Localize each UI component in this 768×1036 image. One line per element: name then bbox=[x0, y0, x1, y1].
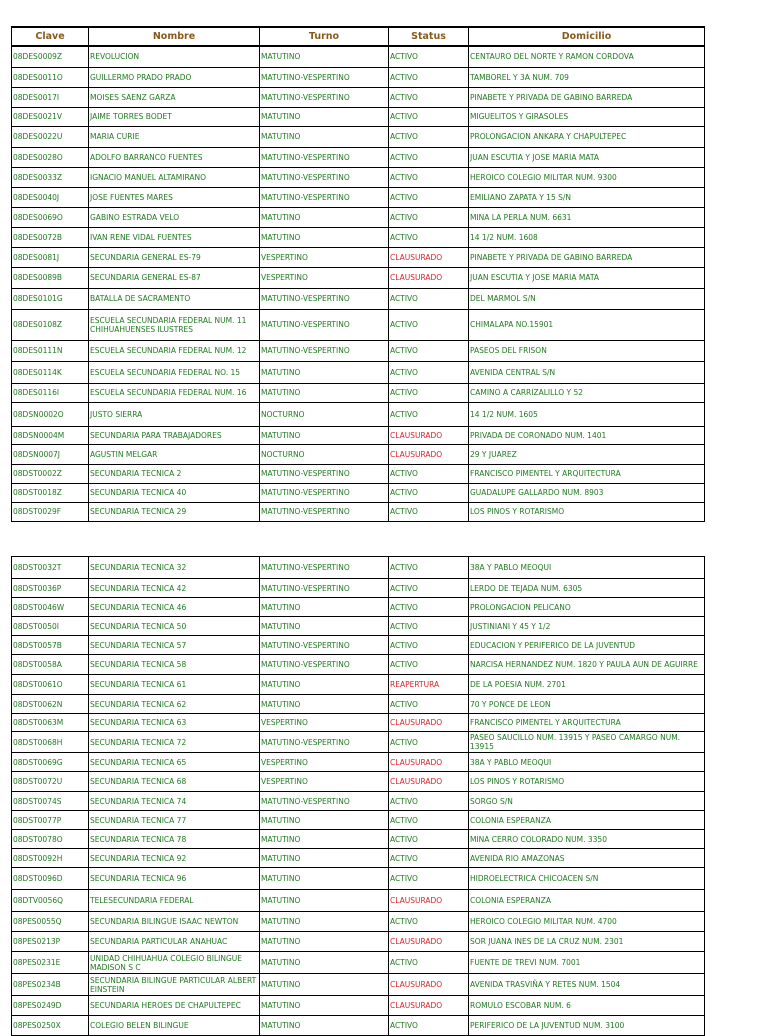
domicilio-cell: 70 Y PONCE DE LEON bbox=[469, 695, 705, 714]
status-cell: CLAUSURADO bbox=[389, 932, 469, 952]
clave-cell: 08DES0101G bbox=[12, 288, 89, 309]
turno-cell: NOCTURNO bbox=[260, 402, 389, 426]
status-cell: ACTIVO bbox=[389, 617, 469, 636]
header-status: Status bbox=[389, 27, 469, 46]
table-row bbox=[12, 868, 705, 890]
clave-cell: 08DTV0056Q bbox=[12, 890, 89, 912]
status-cell: CLAUSURADO bbox=[389, 974, 469, 996]
domicilio-cell: FUENTE DE TREVI NUM. 7001 bbox=[469, 952, 705, 974]
status-cell: CLAUSURADO bbox=[389, 996, 469, 1016]
table-row bbox=[12, 361, 705, 383]
clave-cell: 08DES0021V bbox=[12, 107, 89, 126]
clave-cell: 08DST0078O bbox=[12, 830, 89, 849]
clave-cell: 08DES0089B bbox=[12, 267, 89, 288]
status-cell: CLAUSURADO bbox=[389, 267, 469, 288]
nombre-cell: ESCUELA SECUNDARIA FEDERAL NO. 15 bbox=[89, 361, 260, 383]
clave-cell: 08DST0072U bbox=[12, 772, 89, 792]
turno-cell: MATUTINO-VESPERTINO bbox=[260, 167, 389, 187]
turno-cell: MATUTINO-VESPERTINO bbox=[260, 87, 389, 107]
nombre-cell: SECUNDARIA TECNICA 77 bbox=[89, 811, 260, 830]
table-row bbox=[12, 675, 705, 695]
table-row bbox=[12, 849, 705, 868]
domicilio-cell: MINA CERRO COLORADO NUM. 3350 bbox=[469, 830, 705, 849]
turno-cell: MATUTINO-VESPERTINO bbox=[260, 557, 389, 579]
status-cell: ACTIVO bbox=[389, 598, 469, 617]
status-cell: ACTIVO bbox=[389, 483, 469, 502]
table-row bbox=[12, 830, 705, 849]
turno-cell: MATUTINO-VESPERTINO bbox=[260, 147, 389, 167]
domicilio-cell: MINA LA PERLA NUM. 6631 bbox=[469, 207, 705, 227]
table-row bbox=[12, 732, 705, 753]
turno-cell: MATUTINO bbox=[260, 1016, 389, 1036]
domicilio-cell: PRIVADA DE CORONADO NUM. 1401 bbox=[469, 426, 705, 444]
nombre-cell: GUILLERMO PRADO PRADO bbox=[89, 67, 260, 87]
status-cell: ACTIVO bbox=[389, 579, 469, 598]
clave-cell: 08DST0002Z bbox=[12, 464, 89, 483]
domicilio-cell: AVENIDA CENTRAL S/N bbox=[469, 361, 705, 383]
turno-cell: MATUTINO-VESPERTINO bbox=[260, 483, 389, 502]
table-row bbox=[12, 598, 705, 617]
domicilio-cell: HEROICO COLEGIO MILITAR NUM. 9300 bbox=[469, 167, 705, 187]
domicilio-cell: JUAN ESCUTIA Y JOSE MARIA MATA bbox=[469, 267, 705, 288]
status-cell: ACTIVO bbox=[389, 952, 469, 974]
nombre-cell: SECUNDARIA TECNICA 65 bbox=[89, 753, 260, 772]
domicilio-cell: ROMULO ESCOBAR NUM. 6 bbox=[469, 996, 705, 1016]
schools-table-2 bbox=[11, 556, 705, 1036]
table-row bbox=[12, 383, 705, 402]
clave-cell: 08DES0108Z bbox=[12, 309, 89, 340]
status-cell: ACTIVO bbox=[389, 340, 469, 361]
turno-cell: VESPERTINO bbox=[260, 772, 389, 792]
domicilio-cell: CHIMALAPA NO.15901 bbox=[469, 309, 705, 340]
clave-cell: 08DST0074S bbox=[12, 792, 89, 811]
table-row bbox=[12, 402, 705, 426]
status-cell: ACTIVO bbox=[389, 227, 469, 247]
nombre-cell: SECUNDARIA GENERAL ES-87 bbox=[89, 267, 260, 288]
nombre-cell: ESCUELA SECUNDARIA FEDERAL NUM. 12 bbox=[89, 340, 260, 361]
status-cell: ACTIVO bbox=[389, 557, 469, 579]
status-cell: ACTIVO bbox=[389, 636, 469, 655]
domicilio-cell: JUAN ESCUTIA Y JOSE MARIA MATA bbox=[469, 147, 705, 167]
turno-cell: MATUTINO-VESPERTINO bbox=[260, 187, 389, 207]
nombre-cell: MOISES SAENZ GARZA bbox=[89, 87, 260, 107]
table-row bbox=[12, 309, 705, 340]
table-row bbox=[12, 932, 705, 952]
domicilio-cell: FRANCISCO PIMENTEL Y ARQUITECTURA bbox=[469, 714, 705, 732]
clave-cell: 08DST0018Z bbox=[12, 483, 89, 502]
table-row bbox=[12, 107, 705, 126]
turno-cell: MATUTINO bbox=[260, 952, 389, 974]
status-cell: ACTIVO bbox=[389, 107, 469, 126]
turno-cell: MATUTINO-VESPERTINO bbox=[260, 502, 389, 521]
status-cell: ACTIVO bbox=[389, 402, 469, 426]
clave-cell: 08DST0096D bbox=[12, 868, 89, 890]
turno-cell: MATUTINO bbox=[260, 912, 389, 932]
table-row bbox=[12, 483, 705, 502]
domicilio-cell: SORGO S/N bbox=[469, 792, 705, 811]
status-cell: CLAUSURADO bbox=[389, 753, 469, 772]
status-cell: REAPERTURA bbox=[389, 675, 469, 695]
turno-cell: MATUTINO bbox=[260, 46, 389, 67]
domicilio-cell: PERIFERICO DE LA JUVENTUD NUM. 3100 bbox=[469, 1016, 705, 1036]
domicilio-cell: PROLONGACION ANKARA Y CHAPULTEPEC bbox=[469, 126, 705, 147]
nombre-cell: COLEGIO BELEN BILINGUE bbox=[89, 1016, 260, 1036]
turno-cell: MATUTINO-VESPERTINO bbox=[260, 288, 389, 309]
status-cell: ACTIVO bbox=[389, 732, 469, 753]
nombre-cell: IVAN RENE VIDAL FUENTES bbox=[89, 227, 260, 247]
status-cell: ACTIVO bbox=[389, 207, 469, 227]
status-cell: ACTIVO bbox=[389, 868, 469, 890]
clave-cell: 08PES0250X bbox=[12, 1016, 89, 1036]
nombre-cell: UNIDAD CHIHUAHUA COLEGIO BILINGUE MADISON S C bbox=[89, 952, 260, 974]
domicilio-cell: LOS PINOS Y ROTARISMO bbox=[469, 502, 705, 521]
nombre-cell: REVOLUCION bbox=[89, 46, 260, 67]
table-row bbox=[12, 912, 705, 932]
turno-cell: MATUTINO bbox=[260, 849, 389, 868]
clave-cell: 08DES0069O bbox=[12, 207, 89, 227]
turno-cell: MATUTINO bbox=[260, 932, 389, 952]
turno-cell: MATUTINO-VESPERTINO bbox=[260, 792, 389, 811]
nombre-cell: SECUNDARIA TECNICA 74 bbox=[89, 792, 260, 811]
clave-cell: 08DES0033Z bbox=[12, 167, 89, 187]
status-cell: ACTIVO bbox=[389, 464, 469, 483]
nombre-cell: SECUNDARIA TECNICA 32 bbox=[89, 557, 260, 579]
table-row bbox=[12, 772, 705, 792]
clave-cell: 08DST0036P bbox=[12, 579, 89, 598]
nombre-cell: SECUNDARIA BILINGUE ISAAC NEWTON bbox=[89, 912, 260, 932]
table-row bbox=[12, 890, 705, 912]
turno-cell: MATUTINO bbox=[260, 868, 389, 890]
clave-cell: 08DES0116I bbox=[12, 383, 89, 402]
domicilio-cell: 29 Y JUAREZ bbox=[469, 444, 705, 464]
table-row bbox=[12, 655, 705, 675]
clave-cell: 08DSN0002O bbox=[12, 402, 89, 426]
status-cell: ACTIVO bbox=[389, 288, 469, 309]
status-cell: CLAUSURADO bbox=[389, 890, 469, 912]
clave-cell: 08DES0111N bbox=[12, 340, 89, 361]
clave-cell: 08DSN0007J bbox=[12, 444, 89, 464]
status-cell: ACTIVO bbox=[389, 67, 469, 87]
table-row bbox=[12, 227, 705, 247]
table-row bbox=[12, 340, 705, 361]
table-row bbox=[12, 502, 705, 521]
turno-cell: MATUTINO bbox=[260, 227, 389, 247]
clave-cell: 08DST0032T bbox=[12, 557, 89, 579]
clave-cell: 08PES0055Q bbox=[12, 912, 89, 932]
nombre-cell: JAIME TORRES BODET bbox=[89, 107, 260, 126]
table-2-body bbox=[12, 557, 705, 1036]
clave-cell: 08DST0061O bbox=[12, 675, 89, 695]
nombre-cell: JOSE FUENTES MARES bbox=[89, 187, 260, 207]
turno-cell: MATUTINO bbox=[260, 126, 389, 147]
status-cell: ACTIVO bbox=[389, 655, 469, 675]
nombre-cell: SECUNDARIA PARA TRABAJADORES bbox=[89, 426, 260, 444]
nombre-cell: IGNACIO MANUEL ALTAMIRANO bbox=[89, 167, 260, 187]
domicilio-cell: FRANCISCO PIMENTEL Y ARQUITECTURA bbox=[469, 464, 705, 483]
nombre-cell: SECUNDARIA TECNICA 63 bbox=[89, 714, 260, 732]
turno-cell: MATUTINO bbox=[260, 974, 389, 996]
table-row bbox=[12, 557, 705, 579]
domicilio-cell: NARCISA HERNANDEZ NUM. 1820 Y PAULA AUN DE AGUIRRE bbox=[469, 655, 705, 675]
clave-cell: 08DES0017I bbox=[12, 87, 89, 107]
domicilio-cell: COLONIA ESPERANZA bbox=[469, 890, 705, 912]
clave-cell: 08PES0231E bbox=[12, 952, 89, 974]
domicilio-cell: CENTAURO DEL NORTE Y RAMON CORDOVA bbox=[469, 46, 705, 67]
nombre-cell: JUSTO SIERRA bbox=[89, 402, 260, 426]
status-cell: ACTIVO bbox=[389, 147, 469, 167]
domicilio-cell: 14 1/2 NUM. 1608 bbox=[469, 227, 705, 247]
nombre-cell: SECUNDARIA TECNICA 68 bbox=[89, 772, 260, 792]
nombre-cell: SECUNDARIA TECNICA 42 bbox=[89, 579, 260, 598]
domicilio-cell: 14 1/2 NUM. 1605 bbox=[469, 402, 705, 426]
domicilio-cell: PROLONGACION PELICANO bbox=[469, 598, 705, 617]
domicilio-cell: LOS PINOS Y ROTARISMO bbox=[469, 772, 705, 792]
status-cell: ACTIVO bbox=[389, 167, 469, 187]
table-row bbox=[12, 792, 705, 811]
table-row bbox=[12, 952, 705, 974]
turno-cell: MATUTINO-VESPERTINO bbox=[260, 732, 389, 753]
status-cell: CLAUSURADO bbox=[389, 714, 469, 732]
status-cell: CLAUSURADO bbox=[389, 247, 469, 267]
table-row bbox=[12, 126, 705, 147]
header-domicilio: Domicilio bbox=[469, 27, 705, 46]
clave-cell: 08DES0114K bbox=[12, 361, 89, 383]
nombre-cell: SECUNDARIA TECNICA 78 bbox=[89, 830, 260, 849]
nombre-cell: ESCUELA SECUNDARIA FEDERAL NUM. 16 bbox=[89, 383, 260, 402]
header-turno: Turno bbox=[260, 27, 389, 46]
clave-cell: 08DST0077P bbox=[12, 811, 89, 830]
turno-cell: MATUTINO-VESPERTINO bbox=[260, 340, 389, 361]
nombre-cell: SECUNDARIA TECNICA 2 bbox=[89, 464, 260, 483]
clave-cell: 08DES0072B bbox=[12, 227, 89, 247]
nombre-cell: TELESECUNDARIA FEDERAL bbox=[89, 890, 260, 912]
nombre-cell: SECUNDARIA TECNICA 72 bbox=[89, 732, 260, 753]
nombre-cell: SECUNDARIA TECNICA 46 bbox=[89, 598, 260, 617]
turno-cell: MATUTINO-VESPERTINO bbox=[260, 579, 389, 598]
clave-cell: 08DSN0004M bbox=[12, 426, 89, 444]
domicilio-cell: PASEOS DEL FRISON bbox=[469, 340, 705, 361]
domicilio-cell: 38A Y PABLO MEOQUI bbox=[469, 557, 705, 579]
domicilio-cell: PASEO SAUCILLO NUM. 13915 Y PASEO CAMARGO NUM. 13915 bbox=[469, 732, 705, 753]
table-row bbox=[12, 247, 705, 267]
table-row bbox=[12, 147, 705, 167]
nombre-cell: SECUNDARIA GENERAL ES-79 bbox=[89, 247, 260, 267]
table-row bbox=[12, 714, 705, 732]
table-row bbox=[12, 267, 705, 288]
status-cell: ACTIVO bbox=[389, 830, 469, 849]
nombre-cell: SECUNDARIA TECNICA 62 bbox=[89, 695, 260, 714]
nombre-cell: ESCUELA SECUNDARIA FEDERAL NUM. 11 CHIHUAHUENSES ILUSTRES bbox=[89, 309, 260, 340]
domicilio-cell: HIDROELECTRICA CHICOACEN S/N bbox=[469, 868, 705, 890]
table-row bbox=[12, 695, 705, 714]
nombre-cell: ADOLFO BARRANCO FUENTES bbox=[89, 147, 260, 167]
turno-cell: MATUTINO bbox=[260, 107, 389, 126]
table-row bbox=[12, 167, 705, 187]
table-row bbox=[12, 87, 705, 107]
clave-cell: 08DST0058A bbox=[12, 655, 89, 675]
turno-cell: MATUTINO-VESPERTINO bbox=[260, 655, 389, 675]
status-cell: ACTIVO bbox=[389, 792, 469, 811]
clave-cell: 08DST0068H bbox=[12, 732, 89, 753]
status-cell: CLAUSURADO bbox=[389, 444, 469, 464]
turno-cell: MATUTINO-VESPERTINO bbox=[260, 309, 389, 340]
table-row bbox=[12, 464, 705, 483]
clave-cell: 08DST0092H bbox=[12, 849, 89, 868]
turno-cell: VESPERTINO bbox=[260, 247, 389, 267]
table-row bbox=[12, 207, 705, 227]
turno-cell: MATUTINO bbox=[260, 811, 389, 830]
status-cell: ACTIVO bbox=[389, 502, 469, 521]
domicilio-cell: SOR JUANA INES DE LA CRUZ NUM. 2301 bbox=[469, 932, 705, 952]
table-row bbox=[12, 636, 705, 655]
nombre-cell: SECUNDARIA TECNICA 96 bbox=[89, 868, 260, 890]
nombre-cell: SECUNDARIA TECNICA 50 bbox=[89, 617, 260, 636]
domicilio-cell: AVENIDA TRASVIÑA Y RETES NUM. 1504 bbox=[469, 974, 705, 996]
status-cell: ACTIVO bbox=[389, 912, 469, 932]
nombre-cell: SECUNDARIA TECNICA 29 bbox=[89, 502, 260, 521]
domicilio-cell: PINABETE Y PRIVADA DE GABINO BARREDA bbox=[469, 247, 705, 267]
table-row bbox=[12, 1016, 705, 1036]
status-cell: ACTIVO bbox=[389, 849, 469, 868]
turno-cell: MATUTINO bbox=[260, 890, 389, 912]
clave-cell: 08DES0011O bbox=[12, 67, 89, 87]
turno-cell: MATUTINO bbox=[260, 361, 389, 383]
clave-cell: 08PES0249D bbox=[12, 996, 89, 1016]
table-row bbox=[12, 67, 705, 87]
clave-cell: 08DST0050I bbox=[12, 617, 89, 636]
clave-cell: 08DST0069G bbox=[12, 753, 89, 772]
turno-cell: MATUTINO bbox=[260, 675, 389, 695]
table-row bbox=[12, 444, 705, 464]
nombre-cell: SECUNDARIA TECNICA 61 bbox=[89, 675, 260, 695]
clave-cell: 08DES0009Z bbox=[12, 46, 89, 67]
clave-cell: 08DES0028O bbox=[12, 147, 89, 167]
turno-cell: VESPERTINO bbox=[260, 753, 389, 772]
domicilio-cell: JUSTINIANI Y 45 Y 1/2 bbox=[469, 617, 705, 636]
header-row bbox=[12, 27, 705, 46]
turno-cell: MATUTINO bbox=[260, 617, 389, 636]
table-row bbox=[12, 187, 705, 207]
status-cell: ACTIVO bbox=[389, 126, 469, 147]
domicilio-cell: LERDO DE TEJADA NUM. 6305 bbox=[469, 579, 705, 598]
table-row bbox=[12, 617, 705, 636]
table-row bbox=[12, 996, 705, 1016]
nombre-cell: SECUNDARIA TECNICA 58 bbox=[89, 655, 260, 675]
domicilio-cell: GUADALUPE GALLARDO NUM. 8903 bbox=[469, 483, 705, 502]
header-nombre: Nombre bbox=[89, 27, 260, 46]
turno-cell: VESPERTINO bbox=[260, 714, 389, 732]
clave-cell: 08DST0062N bbox=[12, 695, 89, 714]
clave-cell: 08DES0022U bbox=[12, 126, 89, 147]
clave-cell: 08DST0063M bbox=[12, 714, 89, 732]
table-row bbox=[12, 974, 705, 996]
clave-cell: 08DES0040J bbox=[12, 187, 89, 207]
status-cell: ACTIVO bbox=[389, 383, 469, 402]
schools-table-1 bbox=[11, 26, 705, 522]
turno-cell: MATUTINO-VESPERTINO bbox=[260, 464, 389, 483]
status-cell: ACTIVO bbox=[389, 187, 469, 207]
nombre-cell: SECUNDARIA TECNICA 57 bbox=[89, 636, 260, 655]
nombre-cell: SECUNDARIA TECNICA 92 bbox=[89, 849, 260, 868]
table-row bbox=[12, 579, 705, 598]
turno-cell: MATUTINO bbox=[260, 695, 389, 714]
domicilio-cell: PINABETE Y PRIVADA DE GABINO BARREDA bbox=[469, 87, 705, 107]
turno-cell: MATUTINO bbox=[260, 996, 389, 1016]
nombre-cell: AGUSTIN MELGAR bbox=[89, 444, 260, 464]
turno-cell: MATUTINO bbox=[260, 207, 389, 227]
status-cell: ACTIVO bbox=[389, 1016, 469, 1036]
table-row bbox=[12, 46, 705, 67]
table-row bbox=[12, 811, 705, 830]
turno-cell: MATUTINO bbox=[260, 426, 389, 444]
domicilio-cell: 38A Y PABLO MEOQUI bbox=[469, 753, 705, 772]
turno-cell: VESPERTINO bbox=[260, 267, 389, 288]
clave-cell: 08PES0213P bbox=[12, 932, 89, 952]
nombre-cell: SECUNDARIA HEROES DE CHAPULTEPEC bbox=[89, 996, 260, 1016]
nombre-cell: SECUNDARIA PARTICULAR ANAHUAC bbox=[89, 932, 260, 952]
clave-cell: 08DST0046W bbox=[12, 598, 89, 617]
status-cell: CLAUSURADO bbox=[389, 426, 469, 444]
domicilio-cell: CAMINO A CARRIZALILLO Y 52 bbox=[469, 383, 705, 402]
status-cell: ACTIVO bbox=[389, 811, 469, 830]
turno-cell: MATUTINO-VESPERTINO bbox=[260, 67, 389, 87]
clave-cell: 08DST0057B bbox=[12, 636, 89, 655]
turno-cell: MATUTINO bbox=[260, 383, 389, 402]
clave-cell: 08PES0234B bbox=[12, 974, 89, 996]
status-cell: ACTIVO bbox=[389, 309, 469, 340]
turno-cell: MATUTINO bbox=[260, 598, 389, 617]
clave-cell: 08DST0029F bbox=[12, 502, 89, 521]
domicilio-cell: MIGUELITOS Y GIRASOLES bbox=[469, 107, 705, 126]
domicilio-cell: COLONIA ESPERANZA bbox=[469, 811, 705, 830]
domicilio-cell: EDUCACION Y PERIFERICO DE LA JUVENTUD bbox=[469, 636, 705, 655]
turno-cell: NOCTURNO bbox=[260, 444, 389, 464]
clave-cell: 08DES0081J bbox=[12, 247, 89, 267]
nombre-cell: BATALLA DE SACRAMENTO bbox=[89, 288, 260, 309]
domicilio-cell: AVENIDA RIO AMAZONAS bbox=[469, 849, 705, 868]
nombre-cell: SECUNDARIA TECNICA 40 bbox=[89, 483, 260, 502]
status-cell: CLAUSURADO bbox=[389, 772, 469, 792]
nombre-cell: MARIA CURIE bbox=[89, 126, 260, 147]
domicilio-cell: DEL MARMOL S/N bbox=[469, 288, 705, 309]
status-cell: ACTIVO bbox=[389, 361, 469, 383]
status-cell: ACTIVO bbox=[389, 695, 469, 714]
table-1-body bbox=[12, 46, 705, 521]
nombre-cell: SECUNDARIA BILINGUE PARTICULAR ALBERT EINSTEIN bbox=[89, 974, 260, 996]
domicilio-cell: HEROICO COLEGIO MILITAR NUM. 4700 bbox=[469, 912, 705, 932]
status-cell: ACTIVO bbox=[389, 87, 469, 107]
turno-cell: MATUTINO-VESPERTINO bbox=[260, 636, 389, 655]
table-row bbox=[12, 288, 705, 309]
status-cell: ACTIVO bbox=[389, 46, 469, 67]
header-clave: Clave bbox=[12, 27, 89, 46]
table-row bbox=[12, 753, 705, 772]
turno-cell: MATUTINO bbox=[260, 830, 389, 849]
nombre-cell: GABINO ESTRADA VELO bbox=[89, 207, 260, 227]
domicilio-cell: TAMBOREL Y 3A NUM. 709 bbox=[469, 67, 705, 87]
table-row bbox=[12, 426, 705, 444]
domicilio-cell: EMILIANO ZAPATA Y 15 S/N bbox=[469, 187, 705, 207]
domicilio-cell: DE LA POESIA NUM. 2701 bbox=[469, 675, 705, 695]
